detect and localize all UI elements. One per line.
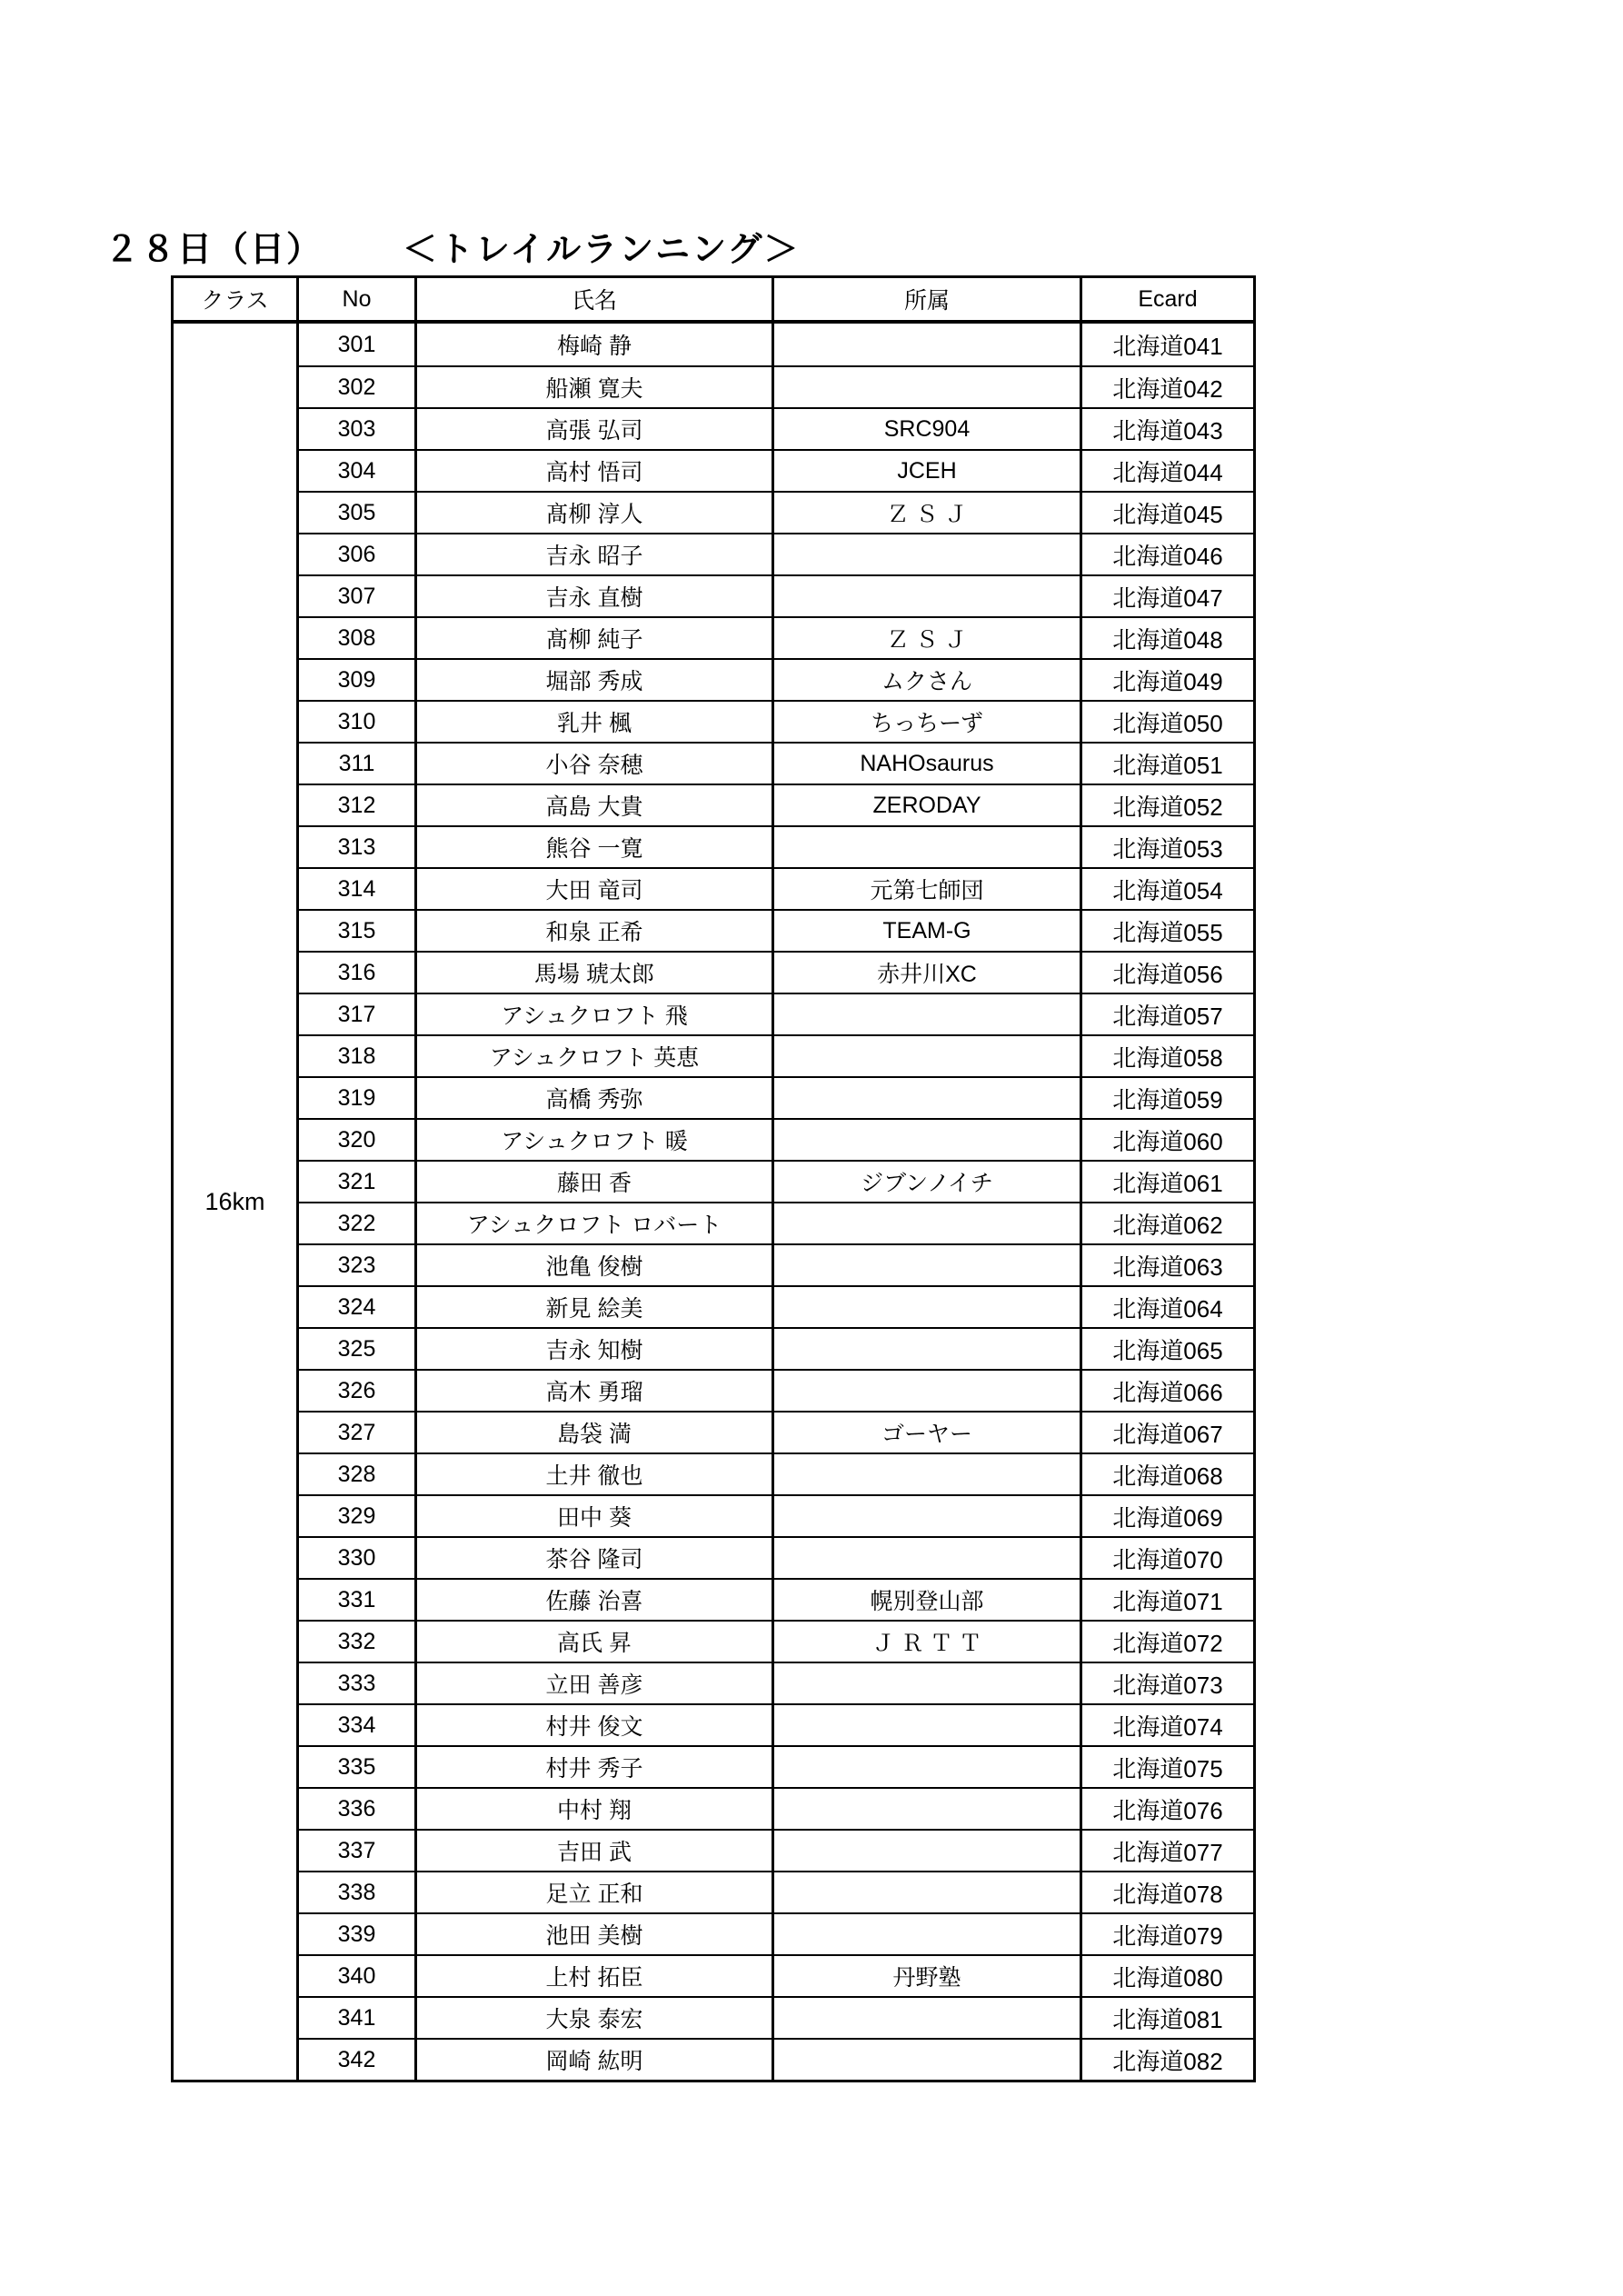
runner-ecard: 北海道073 — [1112, 1671, 1223, 1699]
runner-affiliation — [774, 1831, 1082, 1871]
runner-affiliation — [774, 1078, 1082, 1118]
table-row — [299, 867, 1253, 909]
runner-affiliation: ちっちーず — [774, 702, 1082, 742]
runner-number: 305 — [299, 493, 417, 533]
runner-name: 吉田 武 — [417, 1831, 774, 1871]
table-row — [299, 491, 1253, 533]
runner-name: 中村 翔 — [417, 1789, 774, 1829]
runner-affiliation — [774, 1789, 1082, 1829]
runner-affiliation — [774, 324, 1082, 365]
runner-affiliation: 丹野塾 — [774, 1956, 1082, 1996]
runner-affiliation — [774, 1705, 1082, 1745]
runner-ecard: 北海道047 — [1112, 584, 1223, 612]
table-row — [299, 1662, 1253, 1703]
runner-ecard: 北海道071 — [1112, 1587, 1223, 1615]
table-row — [299, 1871, 1253, 1912]
runner-number: 341 — [299, 1998, 417, 2038]
runner-ecard: 北海道062 — [1112, 1211, 1223, 1239]
runner-name: 高氏 昇 — [417, 1622, 774, 1662]
runner-name: 吉永 直樹 — [417, 576, 774, 616]
runner-number: 324 — [299, 1287, 417, 1327]
runner-ecard: 北海道082 — [1112, 2047, 1223, 2075]
runner-name: 高橋 秀弥 — [417, 1078, 774, 1118]
runner-name: 小谷 奈穂 — [417, 744, 774, 784]
runner-name: 大泉 泰宏 — [417, 1998, 774, 2038]
table-row — [299, 1787, 1253, 1829]
runner-number: 306 — [299, 534, 417, 574]
table-row — [299, 1202, 1253, 1243]
runner-number: 307 — [299, 576, 417, 616]
table-row — [299, 407, 1253, 449]
runner-number: 302 — [299, 367, 417, 407]
runner-name: 立田 善彦 — [417, 1663, 774, 1703]
runner-ecard: 北海道067 — [1112, 1420, 1223, 1448]
runner-ecard: 北海道054 — [1112, 876, 1223, 904]
runner-name: 大田 竜司 — [417, 869, 774, 909]
runner-name: 上村 拓臣 — [417, 1956, 774, 1996]
runner-name: 吉永 昭子 — [417, 534, 774, 574]
runner-name: 高木 勇瑠 — [417, 1371, 774, 1411]
runner-affiliation — [774, 1203, 1082, 1243]
table-row — [299, 1954, 1253, 1996]
runner-number: 332 — [299, 1622, 417, 1662]
header-name: 氏名 — [417, 278, 774, 320]
table-row — [299, 616, 1253, 658]
runner-affiliation — [774, 1998, 1082, 2038]
runner-affiliation: Ｊ Ｒ Ｔ Ｔ — [774, 1622, 1082, 1662]
runner-number: 327 — [299, 1413, 417, 1452]
runner-ecard: 北海道077 — [1112, 1838, 1223, 1866]
runner-rows — [299, 324, 1253, 2080]
runner-affiliation — [774, 1538, 1082, 1578]
table-row — [299, 2038, 1253, 2080]
header-no: No — [299, 278, 417, 320]
runner-ecard: 北海道069 — [1112, 1503, 1223, 1532]
table-row — [299, 1118, 1253, 1160]
runner-ecard: 北海道049 — [1112, 667, 1223, 695]
table-row — [299, 1285, 1253, 1327]
table-row — [299, 909, 1253, 951]
table-row — [299, 1076, 1253, 1118]
table-row — [299, 449, 1253, 491]
runner-ecard: 北海道056 — [1112, 960, 1223, 988]
runner-name: 佐藤 治喜 — [417, 1580, 774, 1620]
table-row — [299, 533, 1253, 574]
runner-number: 319 — [299, 1078, 417, 1118]
runner-name: 村井 秀子 — [417, 1747, 774, 1787]
runner-number: 313 — [299, 827, 417, 867]
runner-ecard: 北海道043 — [1112, 416, 1223, 444]
runner-ecard: 北海道068 — [1112, 1462, 1223, 1490]
runner-affiliation: 元第七師団 — [774, 869, 1082, 909]
runner-affiliation: Ｚ Ｓ Ｊ — [774, 618, 1082, 658]
runner-affiliation: Ｚ Ｓ Ｊ — [774, 493, 1082, 533]
runner-ecard: 北海道079 — [1112, 1922, 1223, 1950]
runner-ecard: 北海道063 — [1112, 1253, 1223, 1281]
runner-number: 321 — [299, 1162, 417, 1202]
runner-name: 船瀬 寛夫 — [417, 367, 774, 407]
runner-ecard: 北海道081 — [1112, 2005, 1223, 2033]
runner-ecard: 北海道052 — [1112, 793, 1223, 821]
runner-number: 340 — [299, 1956, 417, 1996]
page-title — [105, 221, 800, 271]
runner-number: 342 — [299, 2040, 417, 2080]
runner-name: 池亀 俊樹 — [417, 1245, 774, 1285]
runner-name: 田中 葵 — [417, 1496, 774, 1536]
runner-affiliation — [774, 1914, 1082, 1954]
runner-affiliation: NAHOsaurus — [774, 744, 1082, 784]
runner-number: 335 — [299, 1747, 417, 1787]
runner-ecard: 北海道050 — [1112, 709, 1223, 737]
runner-ecard: 北海道045 — [1112, 500, 1223, 528]
runner-name: 村井 俊文 — [417, 1705, 774, 1745]
runner-name: 茶谷 隆司 — [417, 1538, 774, 1578]
runner-name: アシュクロフト 飛 — [417, 994, 774, 1034]
runner-ecard: 北海道080 — [1112, 1963, 1223, 1992]
runner-affiliation: TEAM-G — [774, 911, 1082, 951]
runner-affiliation — [774, 1747, 1082, 1787]
runner-name: 髙柳 純子 — [417, 618, 774, 658]
runner-name: 乳井 楓 — [417, 702, 774, 742]
runner-ecard: 北海道051 — [1112, 751, 1223, 779]
runner-ecard: 北海道055 — [1112, 918, 1223, 946]
runner-number: 325 — [299, 1329, 417, 1369]
runner-number: 310 — [299, 702, 417, 742]
runner-affiliation: 幌別登山部 — [774, 1580, 1082, 1620]
runner-name: 馬場 琥太郎 — [417, 953, 774, 993]
table-row — [299, 1494, 1253, 1536]
runner-affiliation: ムクさん — [774, 660, 1082, 700]
runner-name: 髙柳 淳人 — [417, 493, 774, 533]
header-class: クラス — [174, 278, 299, 320]
table-row — [299, 1536, 1253, 1578]
runner-affiliation — [774, 1663, 1082, 1703]
runner-ecard: 北海道070 — [1112, 1545, 1223, 1573]
table-row — [299, 1912, 1253, 1954]
runner-number: 308 — [299, 618, 417, 658]
table-row — [299, 324, 1253, 365]
runner-number: 338 — [299, 1872, 417, 1912]
runner-number: 331 — [299, 1580, 417, 1620]
runner-name: 高村 悟司 — [417, 451, 774, 491]
runner-affiliation — [774, 1329, 1082, 1369]
runner-name: 島袋 満 — [417, 1413, 774, 1452]
runner-affiliation — [774, 1245, 1082, 1285]
table-row — [299, 658, 1253, 700]
title-date: ２８日（日） — [105, 231, 324, 269]
runner-ecard: 北海道041 — [1112, 332, 1223, 360]
title-event: ＜トレイルランニング＞ — [403, 231, 801, 269]
table-row — [299, 1829, 1253, 1871]
runner-number: 303 — [299, 409, 417, 449]
runner-ecard: 北海道042 — [1112, 374, 1223, 403]
runner-name: 新見 絵美 — [417, 1287, 774, 1327]
runner-affiliation — [774, 1872, 1082, 1912]
runner-name: 和泉 正希 — [417, 911, 774, 951]
runner-affiliation — [774, 1496, 1082, 1536]
runner-ecard: 北海道065 — [1112, 1336, 1223, 1364]
runner-name: 堀部 秀成 — [417, 660, 774, 700]
runner-name: アシュクロフト ロバート — [417, 1203, 774, 1243]
runner-number: 326 — [299, 1371, 417, 1411]
runner-affiliation: ZERODAY — [774, 785, 1082, 825]
runner-ecard: 北海道066 — [1112, 1378, 1223, 1406]
runner-ecard: 北海道058 — [1112, 1043, 1223, 1072]
header-ecard: Ecard — [1138, 285, 1198, 312]
table-row — [299, 1703, 1253, 1745]
runner-number: 314 — [299, 869, 417, 909]
runner-name: 岡崎 紘明 — [417, 2040, 774, 2080]
runner-affiliation — [774, 1287, 1082, 1327]
runner-affiliation — [774, 994, 1082, 1034]
runner-name: 藤田 香 — [417, 1162, 774, 1202]
table-row — [299, 1996, 1253, 2038]
runner-number: 323 — [299, 1245, 417, 1285]
runner-ecard: 北海道074 — [1112, 1712, 1223, 1741]
runner-name: 足立 正和 — [417, 1872, 774, 1912]
class-merged-cell: 16km — [174, 324, 299, 2080]
table-row — [299, 1243, 1253, 1285]
table-body — [174, 324, 1253, 2080]
table-row — [299, 951, 1253, 993]
entry-list-table — [171, 275, 1256, 2082]
table-row — [299, 1034, 1253, 1076]
runner-affiliation — [774, 534, 1082, 574]
runner-number: 318 — [299, 1036, 417, 1076]
runner-affiliation: JCEH — [774, 451, 1082, 491]
runner-number: 301 — [299, 324, 417, 365]
header-affiliation: 所属 — [774, 278, 1082, 320]
runner-ecard: 北海道078 — [1112, 1880, 1223, 1908]
runner-number: 309 — [299, 660, 417, 700]
table-row — [299, 1160, 1253, 1202]
runner-number: 317 — [299, 994, 417, 1034]
runner-affiliation — [774, 1036, 1082, 1076]
runner-ecard: 北海道048 — [1112, 625, 1223, 654]
runner-affiliation — [774, 827, 1082, 867]
runner-number: 316 — [299, 953, 417, 993]
runner-affiliation: SRC904 — [774, 409, 1082, 449]
table-row — [299, 1745, 1253, 1787]
table-row — [299, 825, 1253, 867]
runner-ecard: 北海道044 — [1112, 458, 1223, 486]
table-row — [299, 700, 1253, 742]
table-row — [299, 1369, 1253, 1411]
runner-number: 304 — [299, 451, 417, 491]
runner-number: 329 — [299, 1496, 417, 1536]
runner-number: 320 — [299, 1120, 417, 1160]
runner-name: 吉永 知樹 — [417, 1329, 774, 1369]
runner-affiliation — [774, 367, 1082, 407]
table-row — [299, 1620, 1253, 1662]
runner-number: 328 — [299, 1454, 417, 1494]
table-row — [299, 1411, 1253, 1452]
runner-name: 高島 大貴 — [417, 785, 774, 825]
table-row — [299, 1452, 1253, 1494]
runner-number: 333 — [299, 1663, 417, 1703]
runner-number: 336 — [299, 1789, 417, 1829]
runner-number: 337 — [299, 1831, 417, 1871]
runner-affiliation — [774, 1371, 1082, 1411]
runner-ecard: 北海道057 — [1112, 1002, 1223, 1030]
table-row — [299, 1578, 1253, 1620]
runner-affiliation — [774, 2040, 1082, 2080]
runner-ecard: 北海道072 — [1112, 1629, 1223, 1657]
runner-name: アシュクロフト 暖 — [417, 1120, 774, 1160]
table-row — [299, 365, 1253, 407]
runner-affiliation: 赤井川XC — [774, 953, 1082, 993]
runner-name: 土井 徹也 — [417, 1454, 774, 1494]
table-row — [299, 993, 1253, 1034]
runner-name: 高張 弘司 — [417, 409, 774, 449]
runner-ecard: 北海道064 — [1112, 1294, 1223, 1323]
runner-number: 339 — [299, 1914, 417, 1954]
runner-number: 322 — [299, 1203, 417, 1243]
table-row — [299, 574, 1253, 616]
runner-number: 334 — [299, 1705, 417, 1745]
runner-ecard: 北海道076 — [1112, 1796, 1223, 1824]
runner-ecard: 北海道053 — [1112, 834, 1223, 863]
runner-number: 315 — [299, 911, 417, 951]
runner-number: 311 — [299, 744, 417, 784]
runner-ecard: 北海道061 — [1112, 1169, 1223, 1197]
runner-ecard: 北海道060 — [1112, 1127, 1223, 1155]
runner-affiliation: ゴーヤー — [774, 1413, 1082, 1452]
runner-name: 梅崎 静 — [417, 324, 774, 365]
table-row — [299, 1327, 1253, 1369]
runner-name: 熊谷 一寛 — [417, 827, 774, 867]
table-header-row — [174, 278, 1253, 324]
runner-name: アシュクロフト 英恵 — [417, 1036, 774, 1076]
table-row — [299, 742, 1253, 784]
runner-ecard: 北海道059 — [1112, 1085, 1223, 1113]
runner-ecard: 北海道046 — [1112, 542, 1223, 570]
runner-affiliation — [774, 1120, 1082, 1160]
runner-name: 池田 美樹 — [417, 1914, 774, 1954]
table-row — [299, 784, 1253, 825]
runner-number: 330 — [299, 1538, 417, 1578]
runner-affiliation — [774, 1454, 1082, 1494]
runner-affiliation: ジブンノイチ — [774, 1162, 1082, 1202]
runner-affiliation — [774, 576, 1082, 616]
runner-number: 312 — [299, 785, 417, 825]
runner-ecard: 北海道075 — [1112, 1754, 1223, 1782]
